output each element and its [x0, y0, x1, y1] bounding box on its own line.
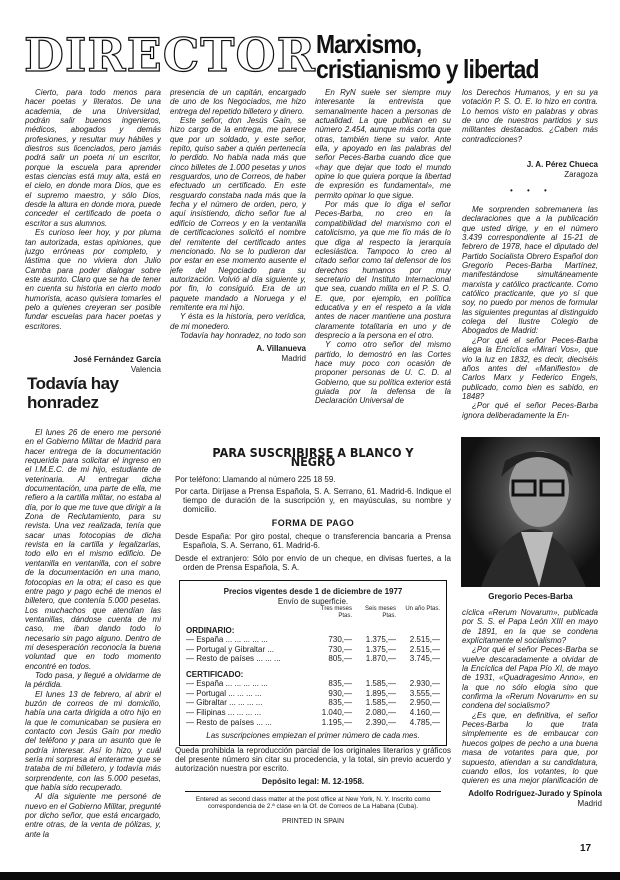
price-value: 2.080,— [365, 708, 396, 718]
article-title-marxismo [316, 29, 539, 84]
signature [170, 344, 306, 364]
payment-abroad: Desde el extranjero: Sólo por envío de un cheque, en divisas fuertes, a la orden de Prensa Española, S. A. [175, 553, 451, 572]
subscription-box [175, 445, 451, 825]
paragraph: Me sorprenden sobremanera las declaraciones que a la publicación que usted dirige, y en el número 3.439 correspondiente al 15-21 de febrero de 1978, hace el diputado del Partido Socialista Obrero Español don Gregorio Peces-Barba Martínez, manifestándose simultáneamente marxista y católico practicante. Como católico practicante, que yo sí que soy, no puedo por menos de formular las siguientes preguntas al distinguido colega del Ilustre Colegio de Abogados de Madrid: [462, 205, 598, 336]
signature-name: José Fernández García [73, 355, 161, 364]
paragraph: ¿Es que, en definitiva, el señor Peces-Barba lo que trata simplemente es de embaucar con huecos golpes de pecho a una buena masa de votantes para que, por supuesto, atiendan a su candidatura, cuando ellos, los votantes, lo que quieren es una mejor planificación de [462, 710, 598, 786]
price-row [186, 708, 440, 718]
price-row [186, 679, 440, 689]
paragraph: ¿Por qué el señor Peces-Barba ignora deliberadamente la En- [462, 401, 598, 420]
price-value: 1.895,— [365, 688, 396, 698]
price-value: 2.515,— [409, 635, 440, 645]
price-row [186, 654, 440, 664]
signature-name: A. Villanueva [256, 344, 306, 353]
title-line-2: cristianismo y libertad [316, 54, 539, 84]
price-row-label: — Resto de países ... ... ... [186, 654, 281, 664]
letter-marxismo-continued [462, 88, 598, 146]
signature-name: J. A. Pérez Chueca [526, 160, 598, 169]
signature [462, 789, 602, 809]
price-row-label: — Gibraltar ... ... ... ... [186, 698, 263, 708]
price-value: 835,— [328, 698, 352, 708]
signature-name: Adolfo Rodríguez-Jurado y Spínola [468, 789, 602, 798]
paragraph: Y como otro señor del mismo partido, lo demostró en las Cortes hace muy poco con ocasión de proponer personas de U. C. D. al Gobierno, que su política exterior está guiada por la defensa de la Declaración Universal de [315, 340, 451, 406]
price-value: 805,— [328, 654, 352, 664]
payment-title: FORMA DE PAGO [271, 517, 355, 528]
signature-city: Zaragoza [564, 170, 598, 179]
signature-city: Madrid [577, 799, 602, 808]
price-row [186, 689, 440, 699]
price-value: 3.745,— [409, 654, 440, 664]
price-value: 1.870,— [365, 654, 396, 664]
paragraph: Este señor, don Jesús Gaín, se hizo cargo de la entrega, me parece que por un soldado, y este señor, repito, quiso saber a quién pertenecía lo perdido. No había nada más que cinco billetes de 1.000 pesetas y unos resguardos, uno de Correos, de haber efectuado un certificado. En este resguardo constaba nada más que la fecha y el número de orden, pero, y aquí insistiendo, dicho señor fue al edificio de Correos y en la ventanilla de certificaciones solicitó el nombre del remitente del certificado antes mencionado. No se lo pudieron dar por estar en ese momento ausente el jefe del Negociado para su autorización. Volvió al día siguiente y, por fin, lo consiguió. Era de un paquete mandado a Noruega y el remitente era mi hijo. [170, 116, 306, 312]
price-row [186, 718, 440, 728]
portrait-silhouette [461, 437, 600, 587]
price-row-label: — España ... ... ... ... ... [186, 679, 268, 689]
price-value: 2.950,— [409, 698, 440, 708]
price-row-label: — Filipinas ... ... ... ... [186, 708, 262, 718]
price-value: 1.375,— [365, 644, 396, 654]
letter-honradez-body [25, 428, 161, 860]
price-row-label: — Portugal y Gibraltar ... [186, 644, 275, 654]
price-value: 730,— [328, 644, 352, 654]
price-row-label: — Resto de países ... ... [186, 717, 272, 727]
price-value: 2.930,— [409, 679, 440, 689]
paragraph: Es curioso leer hoy, y por pluma tan autorizada, estas opiniones, que juzgo erróneas por completo, y lástima que no viviera don Julio Camba para poder dialogar sobre este asunto. Claro que se ha de tener en cuenta su historia en cierto modo humorista, acaso quisiera tomarles el pelo a quienes creyeran ser posible fundar escuelas para hacer poetas y escritores. [25, 228, 161, 331]
price-value: 730,— [328, 635, 352, 645]
price-row-label: — España ... ... ... ... ... [186, 635, 268, 645]
paragraph: ¿Por qué el señor Peces-Barba se vuelve descaradamente a olvidar de la Encíclica del Papa Pío XI, de mayo de 1931, «Quadragesimo Anno», en la que no sólo elogia sino que confirma la «Rerum Novarum» en su condena del socialismo? [462, 645, 598, 711]
price-value: 1.375,— [365, 635, 396, 645]
payment-spain: Desde España: Por giro postal, cheque o transferencia bancaria a Prensa Española, S. A. Serrano, 61. Madrid-6. [175, 532, 451, 551]
price-row-label: — Portugal ... ... ... ... [186, 688, 262, 698]
paragraph: Y ésta es la historia, pero verídica, de mi monedero. [170, 312, 306, 331]
price-value: 3.555,— [409, 688, 440, 698]
price-value: 2.390,— [365, 717, 396, 727]
price-value: 1.195,— [321, 717, 352, 727]
prices-title: Precios vigentes desde 1 de diciembre de 1977 [223, 587, 403, 597]
paragraph: Cierto, para todo menos para hacer poetas y literatos. De una academia, de una Universidad, podrán salir buenos ingenieros, médicos, abogados y demás profesiones, y resultar muy hábiles y diestros sus licenciados, pero jamás podrá salir un poeta ni un escritor, porque la escuela para aprender estas ciencias está muy alta, está en el cielo, en donde mora Dios, que es el supremo maestro, y sólo Dios, desde la altura en donde mora, puede conceder el certificado de poeta o escritor a sus alumnos. [25, 88, 161, 228]
legal-notice: Queda prohibida la reproducción parcial de los originales literarios y gráficos del presente número sin citar su procedencia, y la total, sin previo acuerdo y autorización nuestra por escrito. [175, 745, 451, 774]
printed-in-spain: PRINTED IN SPAIN [281, 817, 345, 825]
page-number: 17 [580, 843, 592, 854]
paragraph: Todavía hay honradez, no todo son [180, 330, 306, 340]
paragraph: En RyN suele ser siempre muy interesante la entrevista que semanalmente hacen a personas de actualidad. La que publican en su número 2.454, aunque más corta que otras, también tiene su valor. Ante ella, y apoyado en las palabras del señor Peces-Barba cuando dice que «hay que dejar que todo el mundo opine lo que quiera porque la libertad de expresión es fundamental», me permito opinar lo que sigue. [315, 88, 451, 200]
separator-dots: • • • [510, 186, 553, 195]
signature-city: Madrid [281, 354, 306, 363]
price-value: 1.585,— [365, 679, 396, 689]
column-header: Tres meses Ptas. [320, 605, 352, 619]
signature-city: Valencia [130, 365, 161, 374]
section-heading-director: DIRECTOR [24, 28, 316, 82]
price-row [186, 635, 440, 645]
paragraph: El lunes 26 de enero me personé en el Gobierno Militar de Madrid para hacer entrega de la documentación requerida para solicitar el ingreso en el I.M.E.C. de mi hijo, estudiante de veterinaria. Al entregar dicha documentación, una parte de ella, me refiero a la cartilla militar, no estaba al día, por lo que me tuve que dirigir a la Zona de Reclutamiento, para su revista. Una vez realizada, tenía que sacar unas fotocopias de dicha revista en la cartilla y legalizarlas, todo ello en el mismo edificio. De ventanilla en ventanilla, con el sobre de la documentación en una mano, fotocopias en la otra; el caso es que entre pago y pago eché de menos el billetero, que contenía 5.000 pesetas. Los muchachos que atendían las ventanillas, dándose cuenta de mi caso, me iban dando todo lo necesario sin pago alguno. Dentro de mi desesperación reconocía la buena voluntad que en todo momento encontré en todos. [25, 428, 161, 671]
price-value: 835,— [328, 679, 352, 689]
paragraph: Al día siguiente me personé de nuevo en el Gobierno Militar, pregunté por dicho señor, que está encargado, entre otras, de la venta de pólizas, y, ante la [25, 792, 161, 839]
legal-deposit: Depósito legal: M. 12-1958. [261, 777, 365, 787]
subscription-mail: Por carta. Diríjase a Prensa Española, S. A. Serrano, 61. Madrid-6. Indique el tiempo de duración de la suscripción y, en mayúsculas, su nombre y domicilio. [175, 486, 451, 515]
bottom-edge-bar [0, 872, 620, 880]
paragraph: Por más que lo diga el señor Peces-Barba, no creo en la compatibilidad del marxismo con el catolicismo, ya que me fío más de lo que diga al respecto la jerarquía eclesiástica. Tampoco lo creo al citado señor como tal defensor de los derechos humanos por muy secretario del Instituto Internacional que sea, cuando milita en el P. S. O. E. que, por ejemplo, en política educativa y en el respeto a la vida antes de nacer mantiene una postura claramente totalitaria en uno y de desprecio a la persona en el otro. [315, 200, 451, 340]
postal-entry-notice: Entered as second class matter at the post office at New York, N. Y. Inscrito como correspondencia de 2.ª clase en la Of. de Correos de La Habana (Cuba). [195, 795, 431, 811]
letter-marxismo-body [315, 88, 451, 433]
subscription-phone: Por teléfono: Llamando al número 225 18 59. [175, 474, 336, 484]
price-value: 2.515,— [409, 644, 440, 654]
subscription-note: Las suscripciones empiezan el primer número de cada mes. [206, 731, 420, 741]
signature [462, 160, 598, 180]
divider [185, 791, 441, 792]
price-table-header [186, 606, 440, 620]
signature [25, 355, 161, 375]
subscription-title: PARA SUSCRIBIRSE A BLANCO Y NEGRO [212, 445, 414, 470]
column-header: Un año Ptas. [405, 605, 440, 612]
paragraph: presencia de un capitán, encargado de uno de los Negociados, me hizo entrega del repetido billetero y dinero. [170, 88, 306, 116]
paragraph: cíclica «Rerum Novarum», publicada por S. S. el Papa León XIII en mayo de 1891, en la que se condena explícitamente el socialismo? [462, 608, 598, 646]
title-line-1: Marxismo, [316, 29, 422, 59]
photo-caption: Gregorio Peces-Barba [488, 592, 573, 601]
letter-honradez-continued [170, 88, 306, 340]
paragraph: El lunes 13 de febrero, al abrir el buzón de correos de mi domicilio, había una carta dirigida a otro hijo en la que le comunicaban se pusiera en contacto con Jesús Gaín por medio del teléfono y para un asunto que le podría interesar. Así lo hizo, y cuál sería mi sorpresa al enterarme que se trataba de mi billetero, y todavía más sorprendente, con las 5.000 pesetas, que había sido recuperado. [25, 689, 161, 793]
price-value: 1.040,— [321, 708, 352, 718]
price-row [186, 698, 440, 708]
portrait-photo [461, 437, 600, 587]
paragraph: los Derechos Humanos, y en su ya votación P. S. O. E. lo hizo en contra. Lo hemos visto en palabras y obras de uno de nuestros partidos y sus militantes destacados. ¿Caben más contradicciones? [462, 88, 598, 144]
price-section-title: CERTIFICADO: [186, 669, 244, 679]
price-value: 930,— [328, 688, 352, 698]
price-table [179, 580, 447, 745]
letter-director-body [25, 88, 161, 350]
article-title-honradez: Todavía hay honradez [27, 374, 119, 412]
prices-subtitle: Envío de superficie. [277, 596, 349, 606]
paragraph: ¿Por qué el señor Peces-Barba alega la Encíclica «Mirari Vos», que vio la luz en 1832, es decir, dieciséis años antes del «Manifiesto» de Carlos Marx y Federico Engels, publicado, como bien es sabido, en 1848? [462, 335, 598, 401]
price-value: 1.585,— [365, 698, 396, 708]
letter-peces-barba-body [462, 205, 598, 430]
price-value: 4.160,— [409, 708, 440, 718]
letter-peces-barba-continued [462, 608, 598, 786]
column-header: Seis meses Ptas. [364, 605, 396, 619]
price-row [186, 645, 440, 655]
price-section-title: ORDINARIO: [186, 625, 235, 635]
price-value: 4.785,— [409, 717, 440, 727]
paragraph: Todo pasa, y llegué a olvidarme de la pérdida. [25, 670, 161, 690]
